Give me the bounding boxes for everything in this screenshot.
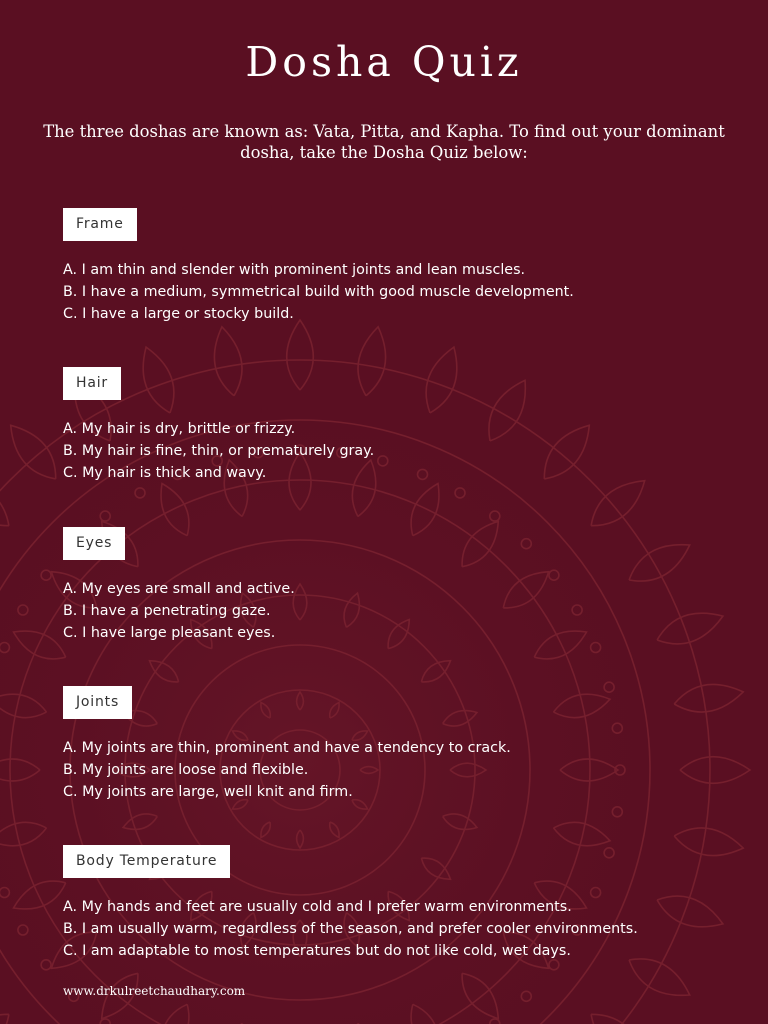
- section-label: Frame: [63, 208, 137, 241]
- intro-text: The three doshas are known as: Vata, Pitta, and Kapha. To find out your dominant dosha, take the Dosha Quiz below:: [43, 122, 725, 162]
- option-list: [63, 896, 723, 962]
- section-body-temperature: [63, 845, 723, 962]
- section-frame: [63, 208, 723, 325]
- option-item: A. My hands and feet are usually cold and I prefer warm environments.: [63, 899, 572, 915]
- option-item: B. I have a medium, symmetrical build with good muscle development.: [63, 284, 574, 300]
- option-item: C. I have a large or stocky build.: [63, 306, 294, 322]
- option-item: C. I am adaptable to most temperatures but do not like cold, wet days.: [63, 943, 571, 959]
- option-item: B. I have a penetrating gaze.: [63, 603, 271, 619]
- option-list: [63, 259, 723, 325]
- option-item: A. My eyes are small and active.: [63, 581, 295, 597]
- option-item: B. I am usually warm, regardless of the season, and prefer cooler environments.: [63, 921, 638, 937]
- option-item: A. I am thin and slender with prominent joints and lean muscles.: [63, 262, 526, 278]
- section-joints: [63, 686, 723, 803]
- option-item: A. My joints are thin, prominent and have a tendency to crack.: [63, 740, 511, 756]
- option-item: C. My joints are large, well knit and firm.: [63, 784, 353, 800]
- option-list: [63, 418, 723, 484]
- section-label: Hair: [63, 367, 121, 400]
- website-footer: www.drkulreetchaudhary.com: [63, 984, 246, 998]
- option-item: C. I have large pleasant eyes.: [63, 625, 276, 641]
- option-list: [63, 578, 723, 644]
- option-item: B. My joints are loose and flexible.: [63, 762, 309, 778]
- section-hair: [63, 367, 723, 484]
- option-list: [63, 737, 723, 803]
- section-label: Joints: [63, 686, 132, 719]
- option-item: C. My hair is thick and wavy.: [63, 465, 267, 481]
- page-title: Dosha Quiz: [245, 38, 523, 86]
- section-eyes: [63, 527, 723, 644]
- option-item: A. My hair is dry, brittle or frizzy.: [63, 421, 296, 437]
- option-item: B. My hair is fine, thin, or prematurely gray.: [63, 443, 375, 459]
- section-label: Eyes: [63, 527, 125, 560]
- section-label: Body Temperature: [63, 845, 230, 878]
